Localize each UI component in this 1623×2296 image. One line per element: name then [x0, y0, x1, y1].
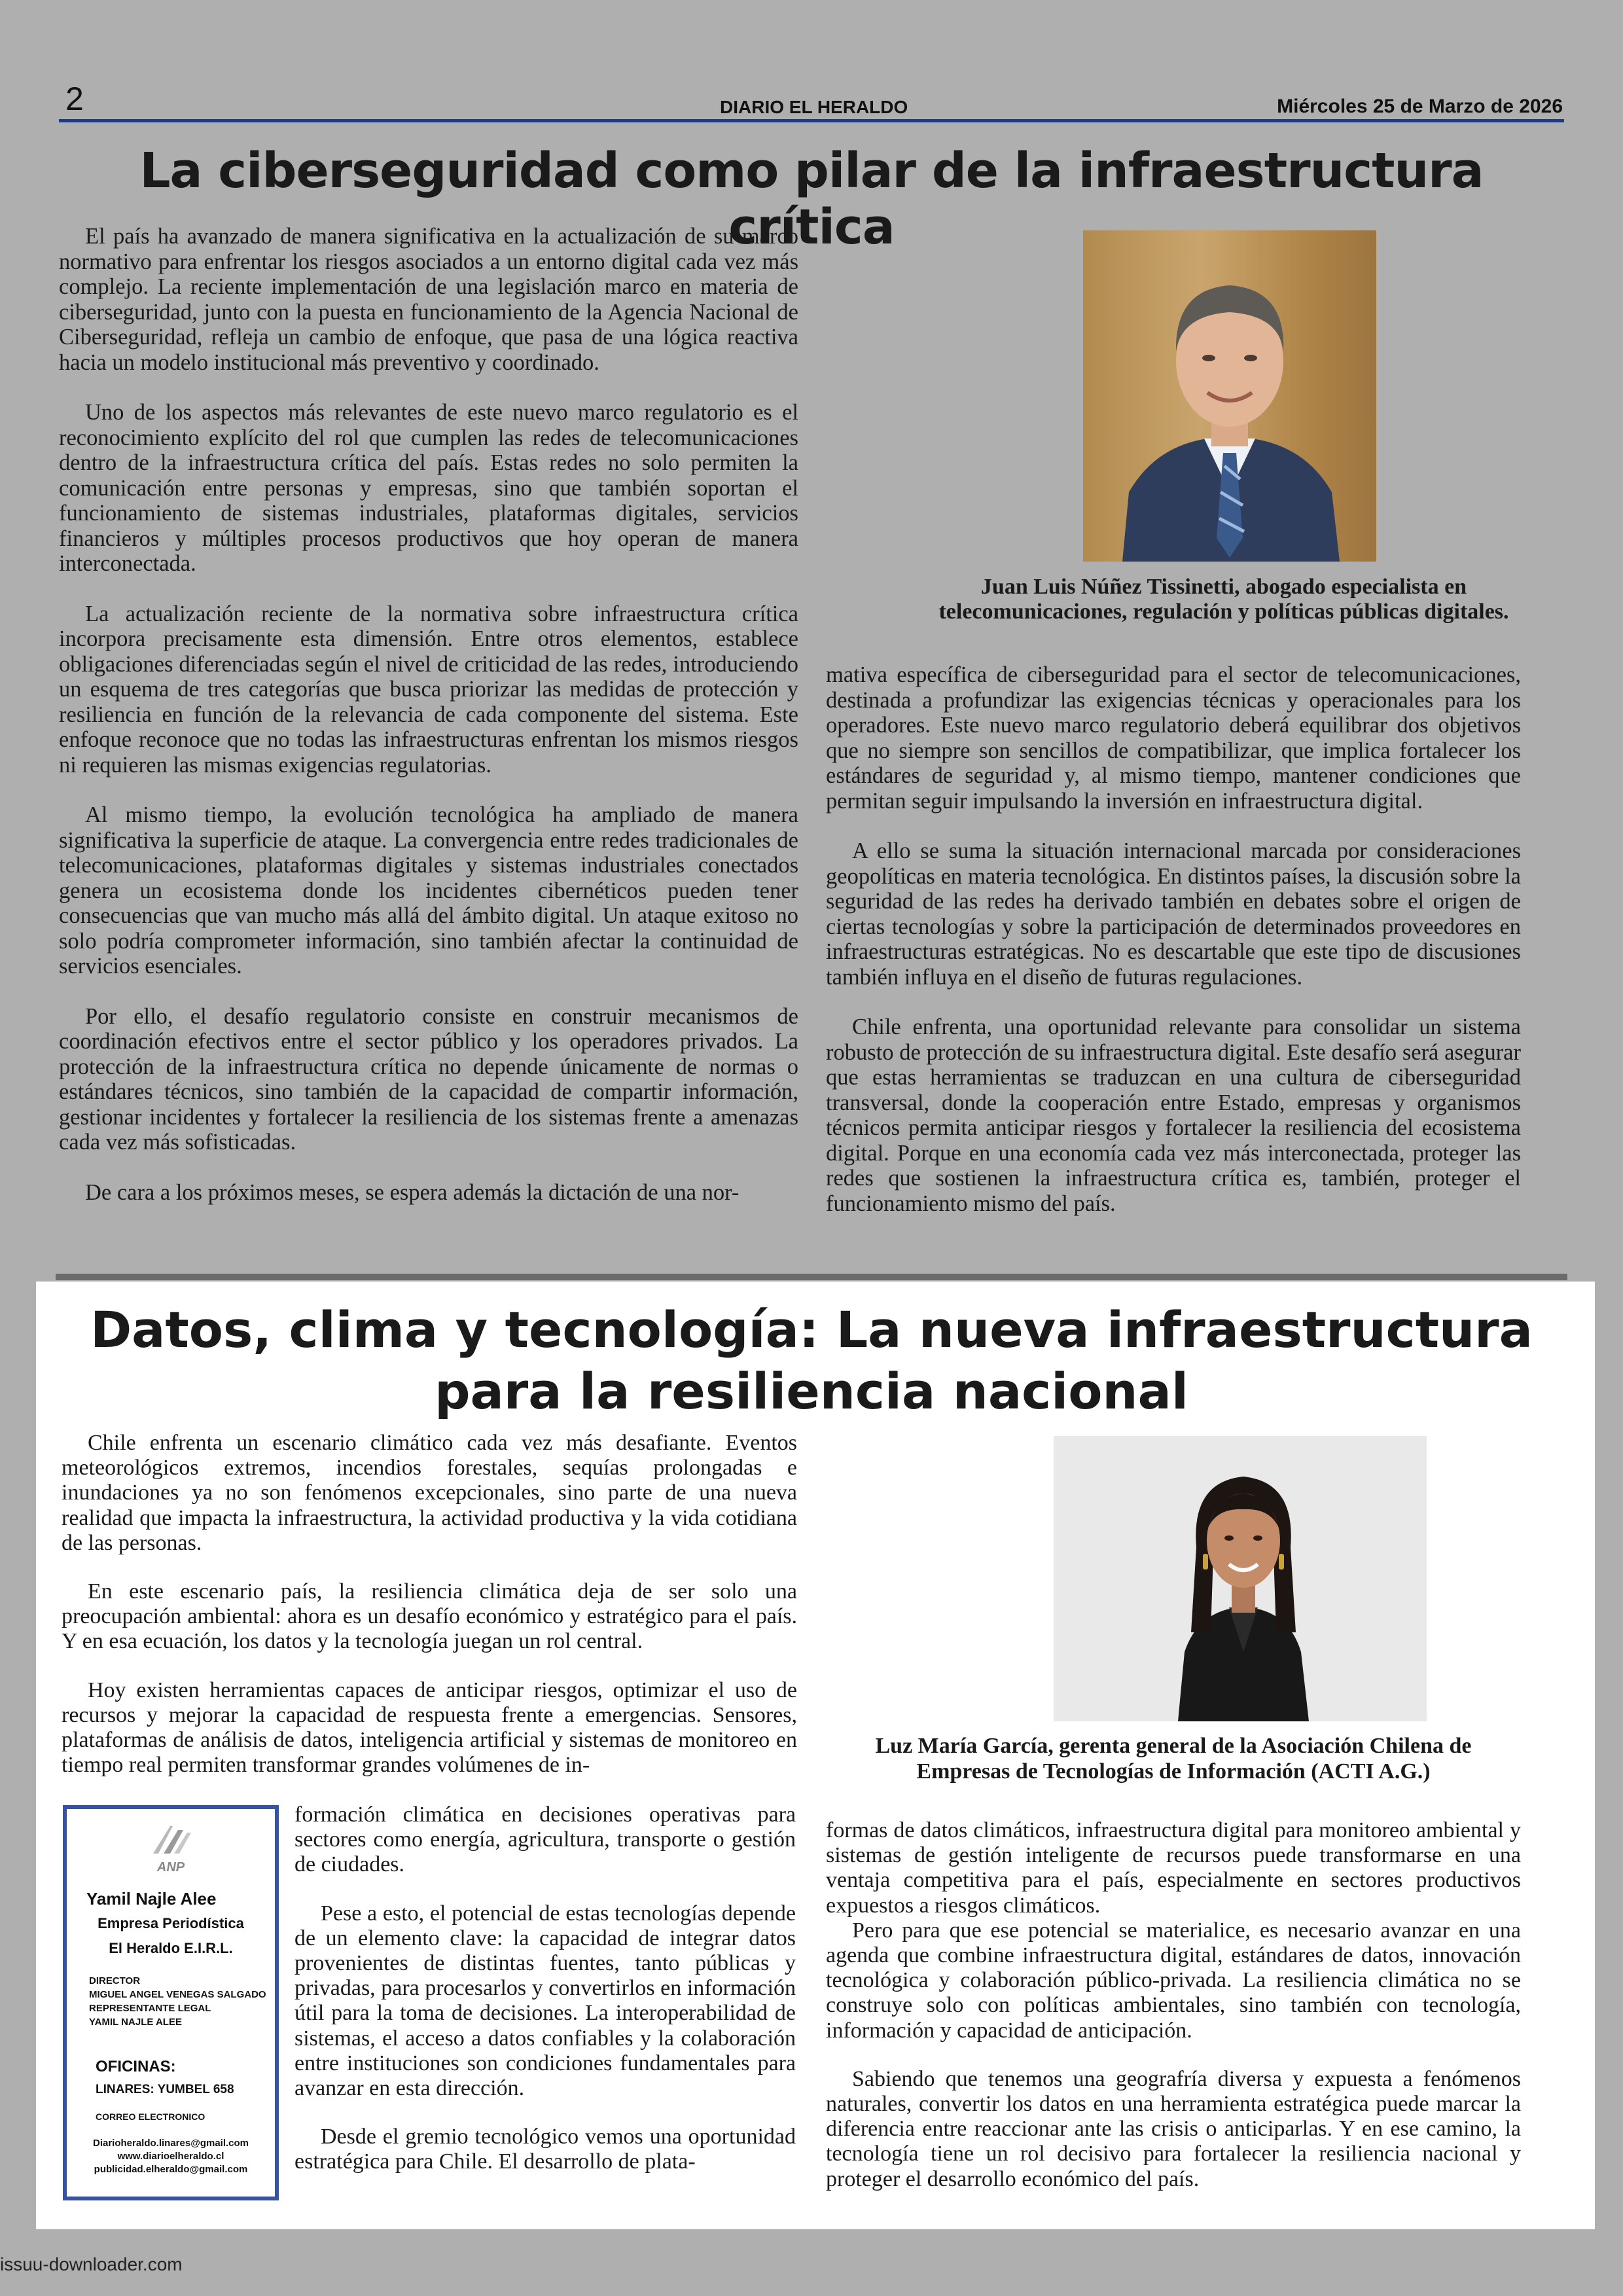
masthead-box — [63, 1805, 279, 2200]
article2-paragraph: En este escenario país, la resiliencia climática deja de ser solo una preocupación ambiental: ahora es un desafío económico y estratégico para el país. Y en esa ecuación, los datos y la tecnología juegan un rol central. — [62, 1579, 797, 1654]
article2-title-line-1: Datos, clima y tecnología: La nueva infraestructura — [90, 1300, 1533, 1359]
anp-logo-icon — [144, 1821, 196, 1860]
article2-paragraph: Sabiendo que tenemos una geografría diversa y expuesta a fenómenos naturales, convertir los datos en una herramienta estratégica puede marcar la diferencia entre reaccionar ante las crisis o anticiparlas. Y en ese camino, la tecnología tiene un rol decisivo para fortalecer la resiliencia nacional y proteger el desarrollo económico del país. — [826, 2066, 1521, 2191]
section-divider — [56, 1274, 1567, 1280]
article2-column-left-top — [62, 1431, 797, 1778]
article2-column-right — [826, 1818, 1521, 2215]
article1-paragraph: Al mismo tiempo, la evolución tecnológica ha ampliado de manera significativa la superficie de ataque. La convergencia entre redes tradicionales de telecomunicaciones, plataformas digitales y sistemas industriales conectados genera un ecosistema donde los incidentes cibernéticos pueden tener consecuencias que van mucho más allá del ámbito digital. Un ataque exitoso no solo podría comprometer información, sino también afectar la continuidad de servicios esenciales. — [59, 802, 798, 978]
article2-paragraph: Chile enfrenta un escenario climático cada vez más desafiante. Eventos meteorológicos extremos, incendios forestales, sequías prolongadas e inundaciones ya no son fenómenos excepcionales, sino parte de una nueva realidad que impacta la infraestructura, la actividad productiva y la vida cotidiana de las personas. — [62, 1431, 797, 1555]
masthead-legal-label: REPRESENTANTE LEGAL — [89, 2003, 211, 2014]
article1-paragraph: Chile enfrenta, una oportunidad relevante para consolidar un sistema robusto de protección de su infraestructura digital. Este desafío será asegurar que estas herramientas se traduzcan en una cultura de ciberseguridad transversal, donde la cooperación entre Estado, empresas y organismos técnicos permita anticipar riesgos y fortalecer la resiliencia del ecosistema digital. Porque en una economía cada vez más interconectada, proteger las redes que sostienen la infraestructura crítica es, también, proteger el funcionamiento mismo del país. — [826, 1014, 1521, 1216]
masthead-director-label: DIRECTOR — [89, 1975, 141, 1986]
masthead-email-label: CORREO ELECTRONICO — [96, 2111, 205, 2122]
article2-continuation: formas de datos climáticos, infraestructura digital para monitoreo ambiental y sistemas de gestión inteligente de recursos puede transformarse en una ventaja competitiva para el país, especialmente en sectores productivos expuestos a riesgos climáticos. — [826, 1818, 1521, 1918]
masthead-offices-address: LINARES: YUMBEL 658 — [96, 2083, 234, 2096]
article1-title: La ciberseguridad como pilar de la infraestructura crítica — [139, 143, 1484, 255]
masthead-email-2: publicidad.elheraldo@gmail.com — [94, 2164, 248, 2175]
article2-continuation: formación climática en decisiones operativas para sectores como energía, agricultura, transporte o gestión de ciudades. — [294, 1803, 796, 1877]
author-caption-luz-maria: Luz María García, gerenta general de la Asociación Chilena de Empresas de Tecnologías de Información (ACTI A.G.) — [875, 1734, 1472, 1784]
article1-paragraph: Por ello, el desafío regulatorio consiste en construir mecanismos de coordinación efectivos entre el sector público y los operadores privados. La protección de la infraestructura crítica no depende únicamente de normas o estándares técnicos, sino también de la capacidad de compartir información, gestionar incidentes y fortalecer la resiliencia de los sistemas frente a amenazas cada vez más sofisticadas. — [59, 1003, 798, 1155]
article2-paragraph: Pero para que ese potencial se materialice, es necesario avanzar en una agenda que combine infraestructura digital, estándares de datos, innovación tecnológica y colaboración público-privada. La resiliencia climática no se construye solo con políticas ambientales, sino también con tecnología, información y capacidad de anticipación. — [826, 1918, 1521, 2043]
publication-name: DIARIO EL HERALDO — [720, 97, 908, 117]
author-caption-juan-luis: Juan Luis Núñez Tissinetti, abogado especialista en telecomunicaciones, regulación y políticas públicas digitales. — [938, 575, 1509, 624]
article1-paragraph: De cara a los próximos meses, se espera además la dictación de una nor- — [85, 1179, 740, 1205]
author-photo-juan-luis — [1083, 230, 1376, 562]
header-rule — [59, 119, 1564, 122]
masthead-legal-name: YAMIL NAJLE ALEE — [89, 2017, 182, 2028]
article2-paragraph: Desde el gremio tecnológico vemos una oportunidad estratégica para Chile. El desarrollo de plata- — [294, 2125, 796, 2174]
masthead-company-2: El Heraldo E.I.R.L. — [109, 1940, 233, 1956]
article1-continuation: mativa específica de ciberseguridad para el sector de telecomunicaciones, destinada a profundizar las exigencias técnicas y operacionales para los operadores. Este nuevo marco regulatorio deberá equilibrar dos objetivos que no siempre son sencillos de compatibilizar, que implica fortalecer los estándares de seguridad y, al mismo tiempo, mantener condiciones que permitan seguir impulsando la inversión en infraestructura digital. — [826, 662, 1521, 814]
article1-paragraph: La actualización reciente de la normativa sobre infraestructura crítica incorpora precisamente esta dimensión. Entre otros elementos, establece obligaciones diferenciadas según el nivel de criticidad de las redes, introduciendo un esquema de tres categorías que busca priorizar las medidas de protección y resiliencia en función de la relevancia de cada componente del sistema. Este enfoque reconoce que no todas las infraestructuras enfrentan los mismos riesgos ni requieren las mismas exigencias regulatorias. — [59, 601, 798, 778]
article1-paragraph: Uno de los aspectos más relevantes de este nuevo marco regulatorio es el reconocimiento explícito del rol que cumplen las redes de telecomunicaciones dentro de la infraestructura crítica del país. Estas redes no solo permiten la comunicación entre personas y empresas, sino que también soportan el funcionamiento de sistemas industriales, plataformas digitales, servicios financieros y múltiples procesos productivos que hoy operan de manera interconectada. — [59, 400, 798, 576]
article2-title-line-2: para la resiliencia nacional — [435, 1362, 1188, 1420]
article2-column-left-narrow — [294, 1803, 796, 2198]
masthead-company-1: Empresa Periodística — [98, 1915, 244, 1931]
article1-column-right — [826, 662, 1521, 1241]
article1-column-left — [59, 224, 798, 1230]
article1-paragraph: A ello se suma la situación internacional marcada por consideraciones geopolíticas en materia tecnológica. En distintos países, la discusión sobre la seguridad de las redes ha derivado también en debates sobre el origen de ciertas tecnologías y sobre la participación de determinados proveedores en infraestructuras estratégicas. No es descartable que este tipo de discusiones también influya en el diseño de futuras regulaciones. — [826, 838, 1521, 990]
author-photo-luz-maria — [1054, 1436, 1427, 1721]
masthead-email-1: Diarioheraldo.linares@gmail.com — [92, 2138, 249, 2149]
watermark-text: issuu-downloader.com — [0, 2254, 183, 2274]
article1-paragraph: El país ha avanzado de manera significativa en la actualización de su marco normativo para enfrentar los riesgos asociados a un entorno digital cada vez más complejo. La reciente implementación de una legislación marco en materia de ciberseguridad, junto con la puesta en funcionamiento de la Agencia Nacional de Ciberseguridad, refleja un cambio de enfoque, que pasa de una lógica reactiva hacia un modelo institucional más preventivo y coordinado. — [59, 224, 798, 375]
masthead-owner: Yamil Najle Alee — [86, 1889, 217, 1909]
masthead-website: www.diarioelheraldo.cl — [117, 2151, 224, 2162]
article2-title — [59, 1299, 1564, 1422]
masthead-offices-label: OFICINAS: — [96, 2058, 176, 2075]
anp-logo-text: ANP — [156, 1860, 185, 1874]
article2-paragraph: Hoy existen herramientas capaces de anticipar riesgos, optimizar el uso de recursos y mejorar la capacidad de respuesta frente a emergencias. Sensores, plataformas de análisis de datos, inteligencia artificial y sistemas de monitoreo en tiempo real permiten transformar grandes volúmenes de in- — [62, 1677, 797, 1778]
article2-paragraph: Pese a esto, el potencial de estas tecnologías depende de un elemento clave: la capacidad de integrar datos provenientes de distintas fuentes, tanto públicas y privadas, para procesarlos y convertirlos en información útil para la toma de decisiones. La interoperabilidad de sistemas, el acceso a datos confiables y la colaboración entre instituciones son condiciones fundamentales para avanzar en esta dirección. — [294, 1901, 796, 2101]
page-number: 2 — [65, 81, 84, 117]
publication-date: Miércoles 25 de Marzo de 2026 — [1277, 96, 1563, 117]
masthead-director-name: MIGUEL ANGEL VENEGAS SALGADO — [89, 1989, 266, 2000]
